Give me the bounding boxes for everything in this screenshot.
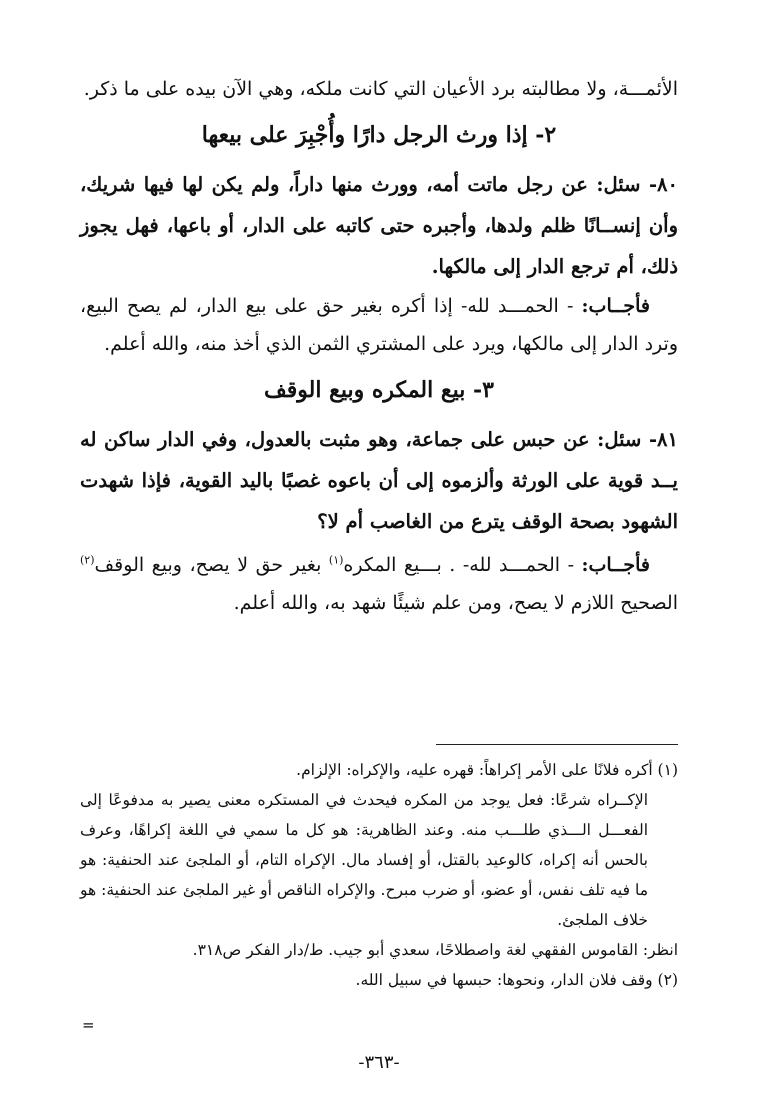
page-body [80,70,678,622]
footnote-divider [436,744,678,745]
footnote-2: (٢) وقف فلان الدار، ونحوها: حبسها في سبيل الله. [355,971,678,989]
answer-81-part-3: الصحيح اللازم لا يصح، ومن علم شيئًا شهد به، والله أعلم. [233,592,678,614]
answer-80-text: - الحمـــد لله- إذا أكره بغير حق على بيع الدار، لم يصح البيع، وترد الدار إلى مالكها، ويرد على المشتري الثمن الذي أخذ منه، والله أعلم. [80,295,678,355]
intro-paragraph: الأئمـــة، ولا مطالبته برد الأعيان التي كانت ملكه، وهي الآن بيده على ما ذكر. [83,78,678,100]
answer-80 [80,287,678,363]
answer-81-label: فأجــاب: [581,554,650,576]
footnote-1-body: الإكــراه شرعًا: فعل يوجد من المكره فيحدث في المستكره معنى يصير به مدفوعًا إلى الفعـــل الـــذي طلـــب منه. وعند الظاهرية: هو كل ما سمي في اللغة إكراهًا، وعرف بالحس أنه إكراه، كالوعيد بالقتل، أو إفساد مال. الإكراه التام، أو الملجئ عند الحنفية: هو ما فيه تلف نفس، أو عضو، أو ضرب مبرح. والإكراه الناقص أو غير الملجئ عند الحنفية: هو خلاف الملجئ. [80,791,648,929]
footnote-1-source: انظر: القاموس الفقهي لغة واصطلاحًا، سعدي أبو جيب. ط/دار الفكر ص٣١٨. [192,941,678,959]
footnote-1-title: (١) أكره فلانًا على الأمر إكراهاً: قهره عليه، والإكراه: الإلزام. [296,761,678,779]
answer-80-label: فأجــاب: [581,295,650,317]
question-80: ٨٠- سئل: عن رجل ماتت أمه، وورث منها داراً، ولم يكن لها فيها شريك، وأن إنســانًا ظلم ولدها، وأجبره حتى كاتبه على الدار، أو باعها، فهل يجوز ذلك، أم ترجع الدار إلى مالكها. [80,173,678,278]
footnote-end-mark: = [82,1016,95,1034]
section-3-heading: ٣- بيع المكره وبيع الوقف [264,377,494,403]
answer-81-part-2: بغير حق لا يصح، وبيع الوقف [94,554,322,576]
answer-81-part-1: - الحمـــد لله- . بـــيع المكره [343,554,574,576]
section-2-heading: ٢- إذا ورث الرجل دارًا وأُجْبِرَ على بيعها [201,122,557,148]
footnote-ref-2[interactable]: (٢) [80,553,95,567]
footnotes-section [80,744,678,995]
page-number: -٣٦٣- [358,1052,400,1073]
footnote-ref-1[interactable]: (١) [328,553,344,567]
question-81: ٨١- سئل: عن حبس على جماعة، وهو مثبت بالعدول، وفي الدار ساكن له يــد قوية على الورثة وألزموه إلى أن باعوه غصبًا باليد القوية، فإذا شهدت الشهود بصحة الوقف يترع من الغاصب أم لا؟ [80,428,678,533]
answer-81 [80,546,678,622]
